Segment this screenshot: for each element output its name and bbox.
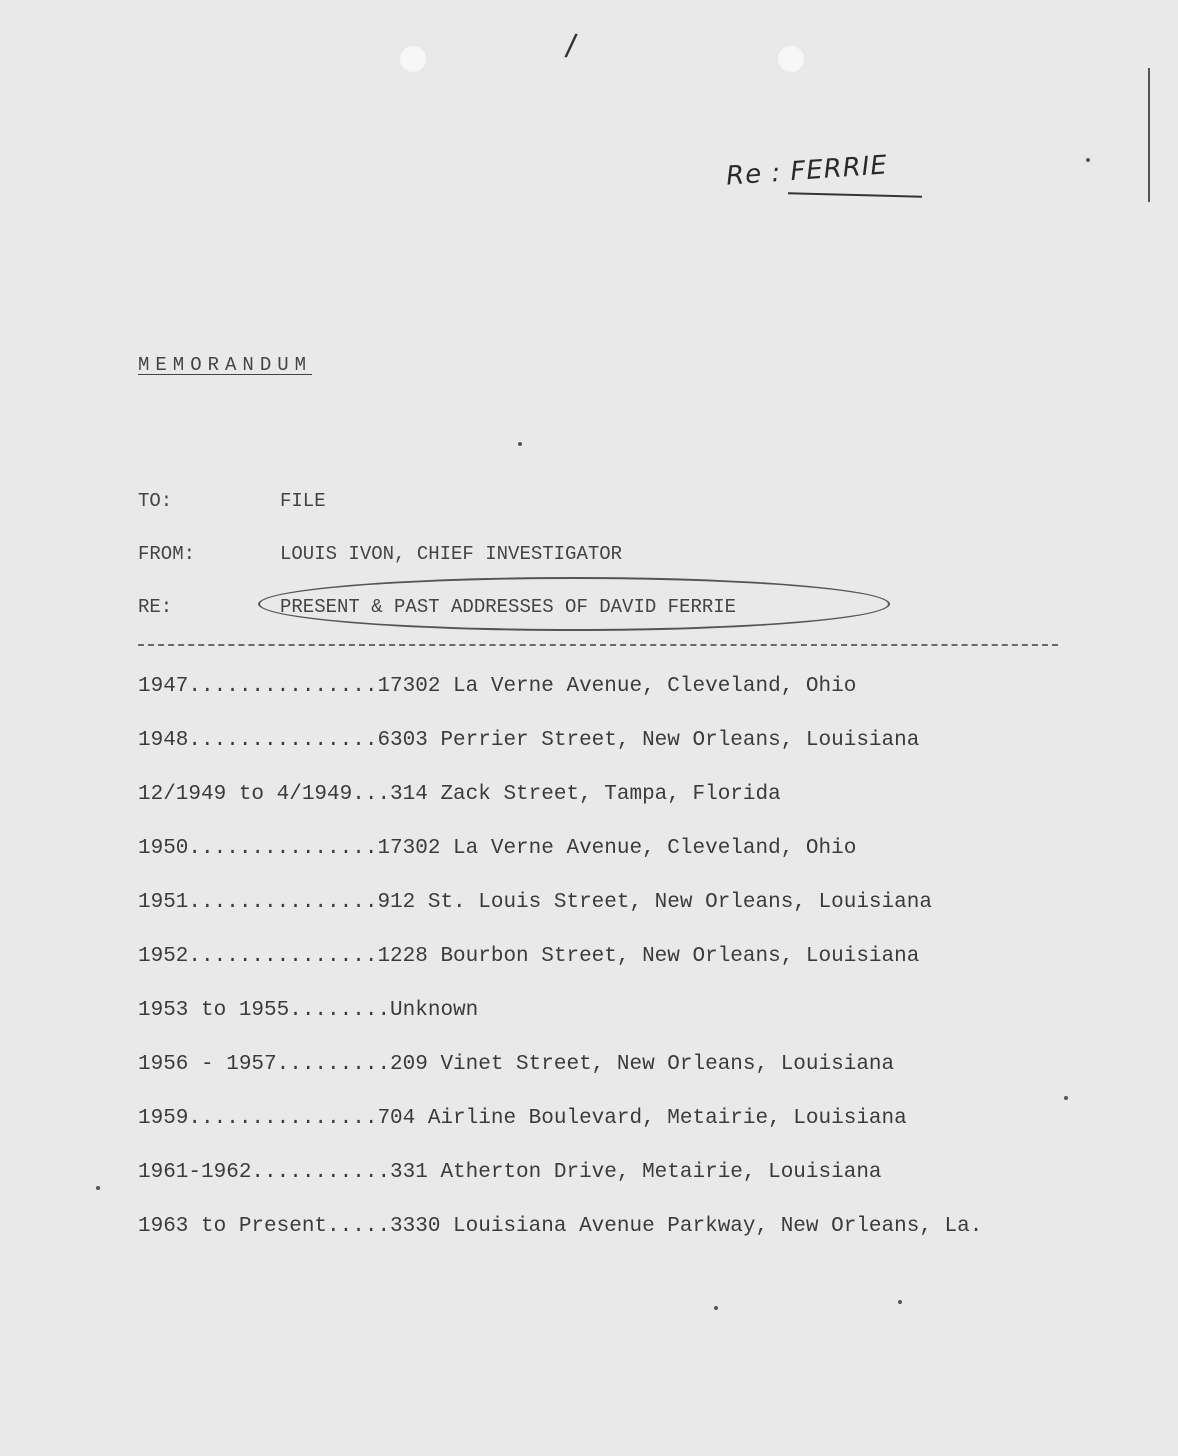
- address-entry: 1952...............1228 Bourbon Street, New Orleans, Louisiana: [138, 945, 920, 968]
- speck: [1086, 158, 1090, 162]
- re-label: RE:: [138, 596, 173, 618]
- address-entry: 1959...............704 Airline Boulevard, Metairie, Louisiana: [138, 1107, 907, 1130]
- from-value: LOUIS IVON, CHIEF INVESTIGATOR: [280, 543, 623, 565]
- from-label: FROM:: [138, 543, 196, 565]
- to-value: FILE: [280, 490, 326, 512]
- divider: [138, 644, 1058, 646]
- address-list: [138, 672, 982, 1266]
- address-entry: 1956 - 1957.........209 Vinet Street, New Orleans, Louisiana: [138, 1053, 895, 1076]
- speck: [898, 1300, 902, 1304]
- handwritten-note: Re : FERRIE: [725, 150, 889, 192]
- address-entry: 1951...............912 St. Louis Street, New Orleans, Louisiana: [138, 891, 932, 914]
- page-mark: /: [563, 27, 579, 64]
- re-circle-annotation: [258, 577, 890, 631]
- speck: [714, 1306, 718, 1310]
- address-entry: 1950...............17302 La Verne Avenue, Cleveland, Ohio: [138, 837, 857, 860]
- to-label: TO:: [138, 490, 173, 512]
- address-entry: 1961-1962...........331 Atherton Drive, Metairie, Louisiana: [138, 1161, 882, 1184]
- address-entry: 1948...............6303 Perrier Street, New Orleans, Louisiana: [138, 729, 920, 752]
- punch-hole-left: [398, 44, 428, 74]
- address-entry: 12/1949 to 4/1949...314 Zack Street, Tampa, Florida: [138, 783, 781, 806]
- speck: [1064, 1096, 1068, 1100]
- speck: [518, 442, 522, 446]
- speck: [96, 1186, 100, 1190]
- re-value: PRESENT & PAST ADDRESSES OF DAVID FERRIE: [280, 596, 737, 618]
- margin-mark: [1148, 68, 1150, 202]
- address-entry: 1963 to Present.....3330 Louisiana Avenue Parkway, New Orleans, La.: [138, 1215, 983, 1238]
- address-entry: 1947...............17302 La Verne Avenue, Cleveland, Ohio: [138, 675, 857, 698]
- address-entry: 1953 to 1955........Unknown: [138, 999, 479, 1022]
- memo-title: MEMORANDUM: [138, 354, 313, 376]
- handwritten-underline: [788, 192, 922, 198]
- punch-hole-right: [776, 44, 806, 74]
